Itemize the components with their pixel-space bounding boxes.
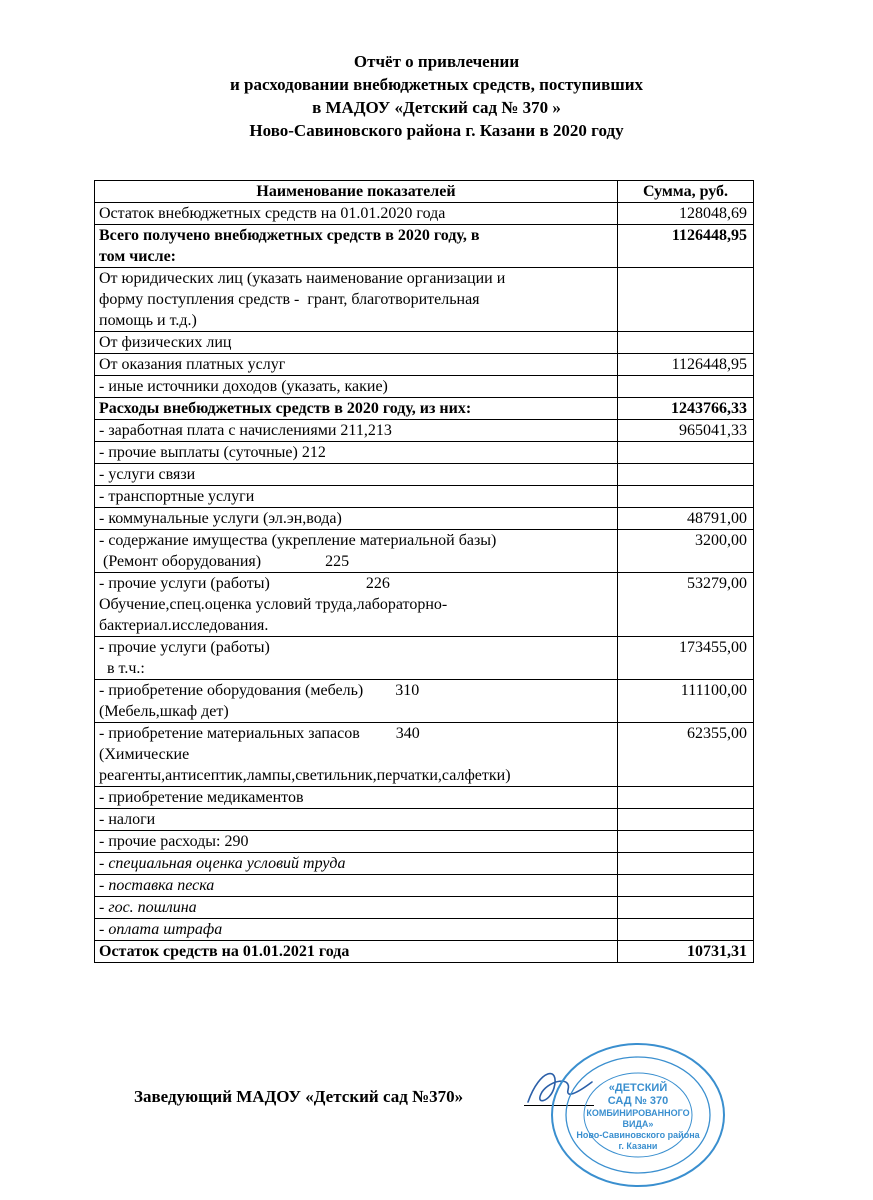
stamp-line-2: САД № 370 [607, 1095, 669, 1107]
indicator-name-line: - содержание имущества (укрепление материальной базы) [99, 532, 497, 549]
table-row [95, 203, 754, 225]
indicator-name-line: форму поступления средств - грант, благотворительная [99, 291, 480, 308]
table-row [95, 637, 754, 680]
amount-cell: 1126448,95 [618, 354, 754, 376]
indicator-name-line: - иные источники доходов (указать, какие) [99, 378, 388, 395]
indicator-name-line: - поставка песка [99, 877, 215, 894]
indicator-name-line: - прочие выплаты (суточные) 212 [99, 444, 326, 461]
amount-cell [618, 332, 754, 354]
indicator-name [95, 637, 618, 680]
table-row [95, 508, 754, 530]
table-row [95, 573, 754, 637]
indicator-name [95, 941, 618, 963]
table-row [95, 486, 754, 508]
table-row [95, 354, 754, 376]
indicator-name [95, 508, 618, 530]
table-row [95, 831, 754, 853]
stamp-line-6: г. Казани [618, 1141, 658, 1151]
indicator-name [95, 354, 618, 376]
indicator-name [95, 268, 618, 332]
indicator-name [95, 464, 618, 486]
official-stamp [548, 1040, 728, 1190]
indicator-name-line: - налоги [99, 811, 156, 828]
indicator-name-line: - приобретение материальных запасов 340 [99, 725, 420, 742]
indicator-name [95, 573, 618, 637]
indicator-name [95, 897, 618, 919]
indicator-name-line: Остаток внебюджетных средств на 01.01.2020 года [99, 205, 446, 222]
table-row [95, 787, 754, 809]
title-line-3: в МАДОУ «Детский сад № 370 » [312, 98, 561, 117]
indicator-name-line: помощь и т.д.) [99, 312, 197, 329]
stamp-line-3: КОМБИНИРОВАННОГО [586, 1108, 690, 1118]
stamp-line-1: «ДЕТСКИЙ [608, 1082, 668, 1094]
amount-cell [618, 809, 754, 831]
amount-cell: 48791,00 [618, 508, 754, 530]
signature-label: Заведующий МАДОУ «Детский сад №370» [134, 1087, 464, 1106]
table-row [95, 723, 754, 787]
table-row [95, 398, 754, 420]
indicator-name [95, 420, 618, 442]
indicator-name-line: том числе: [99, 248, 176, 265]
title-line-2: и расходовании внебюджетных средств, поступивших [229, 75, 643, 94]
indicator-name-line: (Мебель,шкаф дет) [99, 703, 229, 720]
report-title [0, 50, 873, 142]
amount-cell [618, 442, 754, 464]
table-row [95, 332, 754, 354]
indicator-name [95, 809, 618, 831]
indicator-name-line: Обучение,спец.оценка условий труда,лабораторно- [99, 596, 448, 613]
amount-cell [618, 853, 754, 875]
indicator-name-line: Остаток средств на 01.01.2021 года [99, 943, 350, 960]
stamp-line-4: ВИДА» [622, 1119, 654, 1129]
table-row [95, 853, 754, 875]
indicator-name-line: - приобретение медикаментов [99, 789, 304, 806]
table-row [95, 919, 754, 941]
indicator-name-line: Расходы внебюджетных средств в 2020 году, из них: [99, 400, 472, 417]
indicator-name-line: бактериал.исследования. [99, 617, 269, 634]
amount-cell: 53279,00 [618, 573, 754, 637]
indicator-name-line: - оплата штрафа [99, 921, 223, 938]
amount-cell: 3200,00 [618, 530, 754, 573]
indicator-name-line: - гос. пошлина [99, 899, 197, 916]
indicator-name [95, 486, 618, 508]
col-header-name: Наименование показателей [95, 181, 618, 203]
table-header-row [95, 181, 754, 203]
amount-cell [618, 464, 754, 486]
indicator-name-line: - прочие услуги (работы) [99, 639, 270, 656]
amount-cell [618, 875, 754, 897]
amount-cell [618, 376, 754, 398]
indicator-name-line: - специальная оценка условий труда [99, 855, 346, 872]
indicator-name [95, 225, 618, 268]
indicator-name [95, 875, 618, 897]
table-row [95, 680, 754, 723]
indicator-name [95, 376, 618, 398]
amount-cell [618, 486, 754, 508]
amount-cell: 1126448,95 [618, 225, 754, 268]
indicator-name-line: (Ремонт оборудования) 225 [99, 553, 350, 570]
title-line-1: Отчёт о привлечении [353, 52, 520, 71]
indicator-name [95, 442, 618, 464]
table-row [95, 442, 754, 464]
indicator-name [95, 853, 618, 875]
indicator-name-line: - транспортные услуги [99, 488, 255, 505]
table-row [95, 875, 754, 897]
title-line-4: Ново-Савиновского района г. Казани в 2020 году [249, 121, 624, 140]
indicator-name-line: - услуги связи [99, 466, 196, 483]
indicator-name [95, 530, 618, 573]
stamp-line-5: Ново-Савиновского района [576, 1130, 700, 1140]
indicator-name-line: в т.ч.: [99, 660, 145, 677]
indicator-name-line: От оказания платных услуг [99, 356, 286, 373]
indicator-name-line: - коммунальные услуги (эл.эн,вода) [99, 510, 342, 527]
table-body [95, 203, 754, 963]
indicator-name-line: - заработная плата с начислениями 211,213 [99, 422, 392, 439]
table-row [95, 376, 754, 398]
indicator-name-line: Всего получено внебюджетных средств в 2020 году, в [99, 227, 480, 244]
amount-cell: 62355,00 [618, 723, 754, 787]
indicator-name [95, 398, 618, 420]
table-row [95, 809, 754, 831]
indicator-name [95, 831, 618, 853]
indicator-name-line: - приобретение оборудования (мебель) 310 [99, 682, 420, 699]
table-row [95, 530, 754, 573]
amount-cell: 965041,33 [618, 420, 754, 442]
indicator-name [95, 919, 618, 941]
report-table [94, 180, 754, 963]
amount-cell: 173455,00 [618, 637, 754, 680]
amount-cell: 10731,31 [618, 941, 754, 963]
table-row [95, 225, 754, 268]
amount-cell [618, 919, 754, 941]
indicator-name-line: От физических лиц [99, 334, 232, 351]
table-row [95, 420, 754, 442]
amount-cell: 111100,00 [618, 680, 754, 723]
indicator-name-line: реагенты,антисептик,лампы,светильник,перчатки,салфетки) [99, 767, 511, 784]
indicator-name [95, 787, 618, 809]
table-row [95, 268, 754, 332]
indicator-name [95, 723, 618, 787]
indicator-name [95, 332, 618, 354]
table-row [95, 464, 754, 486]
indicator-name [95, 203, 618, 225]
amount-cell [618, 897, 754, 919]
col-header-amount: Сумма, руб. [618, 181, 754, 203]
indicator-name-line: (Химические [99, 746, 190, 763]
amount-cell [618, 831, 754, 853]
table-row [95, 897, 754, 919]
amount-cell: 128048,69 [618, 203, 754, 225]
indicator-name-line: От юридических лиц (указать наименование организации и [99, 270, 506, 287]
indicator-name [95, 680, 618, 723]
amount-cell [618, 268, 754, 332]
amount-cell [618, 787, 754, 809]
table-row [95, 941, 754, 963]
indicator-name-line: - прочие расходы: 290 [99, 833, 249, 850]
stamp-text [568, 1082, 708, 1152]
amount-cell: 1243766,33 [618, 398, 754, 420]
indicator-name-line: - прочие услуги (работы) 226 [99, 575, 390, 592]
